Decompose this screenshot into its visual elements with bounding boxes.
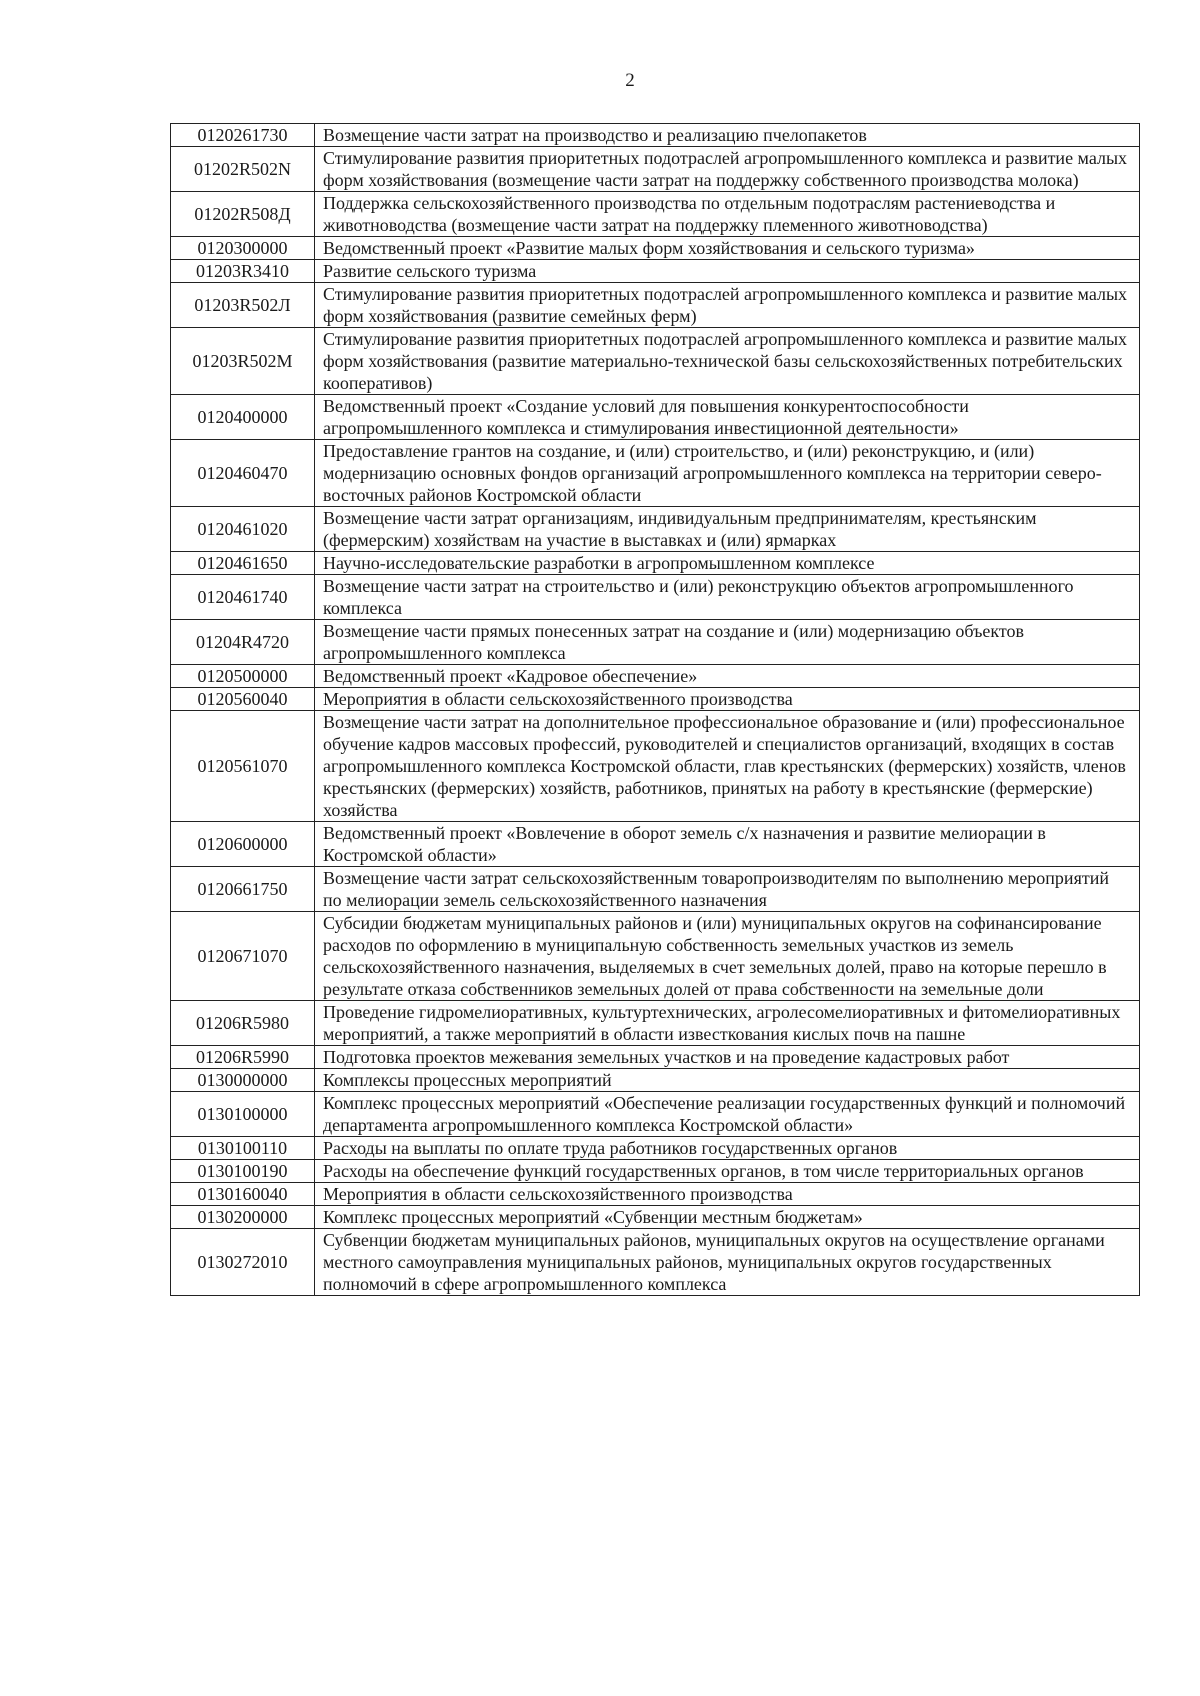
budget-code-table — [170, 123, 1140, 1296]
table-row — [171, 192, 1140, 237]
table-row — [171, 1001, 1140, 1046]
table-row — [171, 147, 1140, 192]
table-row — [171, 620, 1140, 665]
row-code: 0120461020 — [171, 507, 315, 552]
row-description: Мероприятия в области сельскохозяйственного производства — [315, 1183, 1140, 1206]
table-row — [171, 575, 1140, 620]
row-description: Субвенции бюджетам муниципальных районов, муниципальных округов на осуществление органами местного самоуправления муниципальных районов, муниципальных округов государственных полномочий в сфере агропромышленного комплекса — [315, 1229, 1140, 1296]
row-description: Проведение гидромелиоративных, культуртехнических, агролесомелиоративных и фитомелиоративных мероприятий, а также мероприятий в области известкования кислых почв на пашне — [315, 1001, 1140, 1046]
row-code: 01203R502М — [171, 328, 315, 395]
row-code: 0120460470 — [171, 440, 315, 507]
row-description: Мероприятия в области сельскохозяйственного производства — [315, 688, 1140, 711]
table-row — [171, 328, 1140, 395]
row-description: Возмещение части затрат организациям, индивидуальным предпринимателям, крестьянским (фермерским) хозяйствам на участие в выставках и (или) ярмарках — [315, 507, 1140, 552]
table-row — [171, 283, 1140, 328]
row-description: Возмещение части затрат на строительство и (или) реконструкцию объектов агропромышленного комплекса — [315, 575, 1140, 620]
table-row — [171, 665, 1140, 688]
table-row — [171, 552, 1140, 575]
table-row — [171, 1046, 1140, 1069]
row-description: Стимулирование развития приоритетных подотраслей агропромышленного комплекса и развитие малых форм хозяйствования (возмещение части затрат на поддержку собственного производства молока) — [315, 147, 1140, 192]
row-description: Возмещение части затрат на дополнительное профессиональное образование и (или) профессиональное обучение кадров массовых профессий, руководителей и специалистов организаций, входящих в состав агропромышленного комплекса Костромской области, глав крестьянских (фермерских) хозяйств, членов крестьянских (фермерских) хозяйств, работников, принятых на работу в крестьянские (фермерские) хозяйства — [315, 711, 1140, 822]
row-code: 0130200000 — [171, 1206, 315, 1229]
row-code: 01204R4720 — [171, 620, 315, 665]
row-code: 0130000000 — [171, 1069, 315, 1092]
row-description: Предоставление грантов на создание, и (или) строительство, и (или) реконструкцию, и (или) модернизацию основных фондов организаций агропромышленного комплекса на территории северо-восточных районов Костромской области — [315, 440, 1140, 507]
row-description: Подготовка проектов межевания земельных участков и на проведение кадастровых работ — [315, 1046, 1140, 1069]
row-code: 0130100000 — [171, 1092, 315, 1137]
row-code: 0120500000 — [171, 665, 315, 688]
row-code: 0130160040 — [171, 1183, 315, 1206]
row-description: Стимулирование развития приоритетных подотраслей агропромышленного комплекса и развитие малых форм хозяйствования (развитие семейных ферм) — [315, 283, 1140, 328]
row-code: 0120261730 — [171, 124, 315, 147]
row-code: 0120561070 — [171, 711, 315, 822]
row-code: 0120461650 — [171, 552, 315, 575]
row-description: Комплексы процессных мероприятий — [315, 1069, 1140, 1092]
table-row — [171, 395, 1140, 440]
row-code: 0120560040 — [171, 688, 315, 711]
row-description: Возмещение части затрат сельскохозяйственным товаропроизводителям по выполнению мероприятий по мелиорации земель сельскохозяйственного назначения — [315, 867, 1140, 912]
row-description: Ведомственный проект «Кадровое обеспечение» — [315, 665, 1140, 688]
row-code: 0130100110 — [171, 1137, 315, 1160]
table-row — [171, 822, 1140, 867]
row-description: Расходы на выплаты по оплате труда работников государственных органов — [315, 1137, 1140, 1160]
row-description: Возмещение части прямых понесенных затрат на создание и (или) модернизацию объектов агропромышленного комплекса — [315, 620, 1140, 665]
row-description: Расходы на обеспечение функций государственных органов, в том числе территориальных органов — [315, 1160, 1140, 1183]
row-description: Комплекс процессных мероприятий «Обеспечение реализации государственных функций и полномочий департамента агропромышленного комплекса Костромской области» — [315, 1092, 1140, 1137]
table-body — [171, 124, 1140, 1296]
table-row — [171, 237, 1140, 260]
row-description: Субсидии бюджетам муниципальных районов и (или) муниципальных округов на софинансирование расходов по оформлению в муниципальную собственность земельных участков из земель сельскохозяйственного назначения, выделяемых в счет земельных долей, право на которые перешло в результате отказа собственников земельных долей от права собственности на земельные доли — [315, 912, 1140, 1001]
row-code: 01203R502Л — [171, 283, 315, 328]
row-code: 01206R5980 — [171, 1001, 315, 1046]
table-row — [171, 912, 1140, 1001]
row-description: Стимулирование развития приоритетных подотраслей агропромышленного комплекса и развитие малых форм хозяйствования (развитие материально-технической базы сельскохозяйственных потребительских кооперативов) — [315, 328, 1140, 395]
row-code: 0120671070 — [171, 912, 315, 1001]
page-number: 2 — [625, 70, 635, 91]
row-code: 01203R3410 — [171, 260, 315, 283]
row-description: Комплекс процессных мероприятий «Субвенции местным бюджетам» — [315, 1206, 1140, 1229]
row-description: Ведомственный проект «Создание условий для повышения конкурентоспособности агропромышленного комплекса и стимулирования инвестиционной деятельности» — [315, 395, 1140, 440]
table-row — [171, 1229, 1140, 1296]
row-code: 0120661750 — [171, 867, 315, 912]
table-row — [171, 1206, 1140, 1229]
row-code: 01202R502N — [171, 147, 315, 192]
row-code: 01202R508Д — [171, 192, 315, 237]
row-code: 0120300000 — [171, 237, 315, 260]
row-description: Поддержка сельскохозяйственного производства по отдельным подотраслям растениеводства и животноводства (возмещение части затрат на поддержку племенного животноводства) — [315, 192, 1140, 237]
table-row — [171, 124, 1140, 147]
table-row — [171, 1183, 1140, 1206]
row-description: Научно-исследовательские разработки в агропромышленном комплексе — [315, 552, 1140, 575]
table-row — [171, 711, 1140, 822]
row-code: 0120600000 — [171, 822, 315, 867]
row-code: 0120400000 — [171, 395, 315, 440]
table-row — [171, 1137, 1140, 1160]
table-row — [171, 507, 1140, 552]
row-code: 0130272010 — [171, 1229, 315, 1296]
row-code: 0120461740 — [171, 575, 315, 620]
row-description: Возмещение части затрат на производство и реализацию пчелопакетов — [315, 124, 1140, 147]
table-row — [171, 1069, 1140, 1092]
row-description: Ведомственный проект «Вовлечение в оборот земель с/х назначения и развитие мелиорации в Костромской области» — [315, 822, 1140, 867]
table-row — [171, 867, 1140, 912]
table-row — [171, 440, 1140, 507]
row-description: Развитие сельского туризма — [315, 260, 1140, 283]
table-row — [171, 688, 1140, 711]
row-code: 0130100190 — [171, 1160, 315, 1183]
table-row — [171, 260, 1140, 283]
table-row — [171, 1160, 1140, 1183]
row-code: 01206R5990 — [171, 1046, 315, 1069]
table-row — [171, 1092, 1140, 1137]
row-description: Ведомственный проект «Развитие малых форм хозяйствования и сельского туризма» — [315, 237, 1140, 260]
